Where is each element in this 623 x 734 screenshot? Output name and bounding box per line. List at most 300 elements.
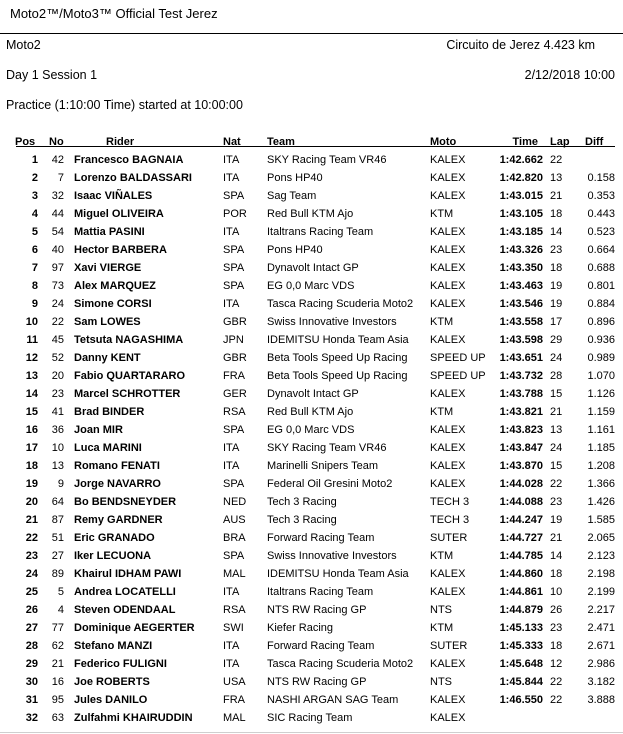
cell-rider: Dominique AEGERTER bbox=[74, 622, 195, 634]
cell-pos: 26 bbox=[25, 604, 38, 616]
cell-no: 45 bbox=[51, 334, 64, 346]
table-row bbox=[0, 151, 623, 169]
cell-lap: 24 bbox=[550, 442, 563, 454]
cell-moto: KTM bbox=[430, 316, 454, 328]
cell-rider: Jorge NAVARRO bbox=[74, 478, 161, 490]
cell-lap: 24 bbox=[550, 352, 563, 364]
cell-nat: SPA bbox=[223, 550, 245, 562]
cell-time: 1:43.788 bbox=[499, 388, 543, 400]
cell-moto: KALEX bbox=[430, 658, 466, 670]
cell-moto: KALEX bbox=[430, 244, 466, 256]
cell-no: 40 bbox=[51, 244, 64, 256]
cell-moto: KALEX bbox=[430, 388, 466, 400]
cell-pos: 22 bbox=[25, 532, 38, 544]
cell-lap: 21 bbox=[550, 406, 563, 418]
cell-pos: 28 bbox=[25, 640, 38, 652]
cell-pos: 30 bbox=[25, 676, 38, 688]
cell-lap: 21 bbox=[550, 532, 563, 544]
cell-no: 97 bbox=[51, 262, 64, 274]
cell-nat: FRA bbox=[223, 370, 245, 382]
cell-nat: AUS bbox=[223, 514, 246, 526]
cell-team: Kiefer Racing bbox=[267, 622, 334, 634]
cell-nat: NED bbox=[223, 496, 247, 508]
cell-rider: Iker LECUONA bbox=[74, 550, 152, 562]
cell-lap: 19 bbox=[550, 514, 563, 526]
cell-moto: KTM bbox=[430, 622, 454, 634]
table-row bbox=[0, 709, 623, 727]
circuit-name: Circuito de Jerez 4.423 km bbox=[446, 38, 595, 52]
cell-diff: 2.198 bbox=[587, 568, 615, 580]
cell-rider: Miguel OLIVEIRA bbox=[74, 208, 164, 220]
cell-moto: KTM bbox=[430, 406, 454, 418]
cell-time: 1:45.133 bbox=[499, 622, 543, 634]
column-header-moto: Moto bbox=[430, 136, 457, 148]
cell-lap: 18 bbox=[550, 262, 563, 274]
footer-divider bbox=[0, 732, 623, 733]
cell-nat: ITA bbox=[223, 172, 240, 184]
cell-no: 95 bbox=[51, 694, 64, 706]
cell-nat: MAL bbox=[223, 568, 246, 580]
cell-no: 32 bbox=[51, 190, 64, 202]
cell-diff: 0.158 bbox=[587, 172, 615, 184]
cell-nat: ITA bbox=[223, 226, 240, 238]
table-row bbox=[0, 493, 623, 511]
cell-moto: SPEED UP bbox=[430, 370, 486, 382]
cell-time: 1:43.463 bbox=[499, 280, 543, 292]
table-row bbox=[0, 457, 623, 475]
cell-team: Tasca Racing Scuderia Moto2 bbox=[267, 298, 414, 310]
cell-diff: 2.065 bbox=[587, 532, 615, 544]
session-date: 2/12/2018 10:00 bbox=[524, 68, 615, 82]
table-row bbox=[0, 637, 623, 655]
cell-moto: KALEX bbox=[430, 460, 466, 472]
cell-no: 22 bbox=[51, 316, 64, 328]
cell-time: 1:43.015 bbox=[499, 190, 543, 202]
cell-no: 52 bbox=[51, 352, 64, 364]
cell-diff: 1.208 bbox=[587, 460, 615, 472]
cell-lap: 22 bbox=[550, 676, 563, 688]
cell-team: Forward Racing Team bbox=[267, 640, 375, 652]
cell-no: 42 bbox=[51, 154, 64, 166]
cell-moto: KALEX bbox=[430, 298, 466, 310]
cell-nat: ITA bbox=[223, 658, 240, 670]
cell-no: 20 bbox=[51, 370, 64, 382]
cell-team: Red Bull KTM Ajo bbox=[267, 406, 354, 418]
cell-diff: 0.801 bbox=[587, 280, 615, 292]
cell-pos: 11 bbox=[26, 334, 38, 346]
cell-moto: KALEX bbox=[430, 712, 466, 724]
cell-diff: 3.182 bbox=[587, 676, 615, 688]
table-row bbox=[0, 403, 623, 421]
cell-time: 1:43.823 bbox=[499, 424, 543, 436]
cell-team: EG 0,0 Marc VDS bbox=[267, 424, 355, 436]
cell-time: 1:43.350 bbox=[499, 262, 543, 274]
cell-team: Dynavolt Intact GP bbox=[267, 262, 359, 274]
cell-no: 27 bbox=[51, 550, 64, 562]
cell-team: SIC Racing Team bbox=[267, 712, 353, 724]
cell-time: 1:43.821 bbox=[499, 406, 543, 418]
cell-pos: 32 bbox=[25, 712, 38, 724]
cell-diff: 2.671 bbox=[587, 640, 615, 652]
cell-diff: 0.688 bbox=[587, 262, 615, 274]
cell-lap: 12 bbox=[550, 658, 563, 670]
cell-nat: ITA bbox=[223, 586, 240, 598]
cell-diff: 2.217 bbox=[587, 604, 615, 616]
cell-team: Beta Tools Speed Up Racing bbox=[267, 370, 408, 382]
cell-nat: MAL bbox=[223, 712, 246, 724]
cell-pos: 20 bbox=[25, 496, 38, 508]
cell-pos: 8 bbox=[31, 280, 38, 292]
cell-time: 1:43.105 bbox=[499, 208, 543, 220]
cell-pos: 6 bbox=[31, 244, 38, 256]
table-row bbox=[0, 241, 623, 259]
cell-moto: KALEX bbox=[430, 262, 466, 274]
table-row bbox=[0, 601, 623, 619]
cell-no: 51 bbox=[51, 532, 64, 544]
table-row bbox=[0, 529, 623, 547]
cell-time: 1:43.598 bbox=[499, 334, 543, 346]
table-row bbox=[0, 205, 623, 223]
session-name: Day 1 Session 1 bbox=[6, 68, 98, 82]
table-row bbox=[0, 385, 623, 403]
cell-no: 77 bbox=[51, 622, 64, 634]
cell-lap: 18 bbox=[550, 208, 563, 220]
cell-time: 1:43.326 bbox=[499, 244, 543, 256]
cell-moto: KALEX bbox=[430, 586, 466, 598]
cell-no: 16 bbox=[51, 676, 64, 688]
cell-moto: TECH 3 bbox=[430, 496, 470, 508]
table-row bbox=[0, 259, 623, 277]
cell-rider: Tetsuta NAGASHIMA bbox=[74, 334, 184, 346]
cell-time: 1:45.333 bbox=[499, 640, 543, 652]
cell-no: 62 bbox=[51, 640, 64, 652]
cell-lap: 28 bbox=[550, 370, 563, 382]
cell-nat: USA bbox=[223, 676, 246, 688]
cell-rider: Lorenzo BALDASSARI bbox=[74, 172, 192, 184]
cell-time: 1:43.185 bbox=[499, 226, 543, 238]
cell-nat: GER bbox=[223, 388, 247, 400]
column-header-lap: Lap bbox=[550, 136, 570, 148]
cell-no: 5 bbox=[57, 586, 64, 598]
cell-no: 24 bbox=[51, 298, 64, 310]
table-row bbox=[0, 655, 623, 673]
cell-pos: 21 bbox=[25, 514, 38, 526]
column-header-pos: Pos bbox=[15, 136, 36, 148]
cell-diff: 1.585 bbox=[587, 514, 615, 526]
cell-team: Tech 3 Racing bbox=[267, 496, 337, 508]
table-row bbox=[0, 565, 623, 583]
cell-diff: 0.896 bbox=[587, 316, 615, 328]
table-header bbox=[0, 133, 623, 151]
column-header-time: Time bbox=[512, 136, 538, 148]
cell-no: 7 bbox=[57, 172, 64, 184]
cell-team: Marinelli Snipers Team bbox=[267, 460, 379, 472]
cell-rider: Romano FENATI bbox=[74, 460, 160, 472]
cell-diff: 0.936 bbox=[587, 334, 615, 346]
cell-diff: 2.986 bbox=[587, 658, 615, 670]
cell-moto: SUTER bbox=[430, 532, 468, 544]
cell-rider: Isaac VIÑALES bbox=[74, 190, 153, 202]
cell-team: Red Bull KTM Ajo bbox=[267, 208, 354, 220]
cell-no: 63 bbox=[51, 712, 64, 724]
cell-team: Pons HP40 bbox=[267, 172, 323, 184]
cell-diff: 2.123 bbox=[587, 550, 615, 562]
table-body bbox=[0, 151, 623, 727]
cell-rider: Xavi VIERGE bbox=[74, 262, 142, 274]
cell-lap: 15 bbox=[550, 460, 563, 472]
cell-moto: KALEX bbox=[430, 568, 466, 580]
cell-team: Forward Racing Team bbox=[267, 532, 375, 544]
cell-time: 1:43.732 bbox=[499, 370, 543, 382]
cell-nat: ITA bbox=[223, 460, 240, 472]
cell-pos: 7 bbox=[31, 262, 38, 274]
cell-moto: KALEX bbox=[430, 172, 466, 184]
cell-no: 21 bbox=[51, 658, 64, 670]
cell-time: 1:44.879 bbox=[499, 604, 543, 616]
cell-no: 54 bbox=[51, 226, 64, 238]
cell-team: Swiss Innovative Investors bbox=[267, 316, 397, 328]
cell-pos: 13 bbox=[25, 370, 38, 382]
cell-rider: Danny KENT bbox=[74, 352, 141, 364]
cell-no: 23 bbox=[51, 388, 64, 400]
cell-nat: SPA bbox=[223, 244, 245, 256]
cell-team: NTS RW Racing GP bbox=[267, 676, 367, 688]
document-title: Moto2™/Moto3™ Official Test Jerez bbox=[10, 6, 218, 21]
table-row bbox=[0, 511, 623, 529]
cell-lap: 18 bbox=[550, 568, 563, 580]
table-row bbox=[0, 367, 623, 385]
cell-time: 1:44.247 bbox=[499, 514, 543, 526]
cell-team: Swiss Innovative Investors bbox=[267, 550, 397, 562]
cell-nat: POR bbox=[223, 208, 247, 220]
cell-team: NTS RW Racing GP bbox=[267, 604, 367, 616]
cell-time: 1:43.847 bbox=[499, 442, 543, 454]
cell-moto: KALEX bbox=[430, 190, 466, 202]
cell-diff: 1.366 bbox=[587, 478, 615, 490]
cell-time: 1:44.727 bbox=[499, 532, 543, 544]
cell-rider: Alex MARQUEZ bbox=[74, 280, 156, 292]
cell-lap: 18 bbox=[550, 640, 563, 652]
cell-team: Federal Oil Gresini Moto2 bbox=[267, 478, 393, 490]
cell-team: IDEMITSU Honda Team Asia bbox=[267, 334, 409, 346]
cell-diff: 0.443 bbox=[587, 208, 615, 220]
cell-lap: 22 bbox=[550, 154, 563, 166]
cell-rider: Eric GRANADO bbox=[74, 532, 155, 544]
cell-diff: 2.471 bbox=[587, 622, 615, 634]
cell-moto: SPEED UP bbox=[430, 352, 486, 364]
cell-time: 1:44.861 bbox=[499, 586, 543, 598]
cell-team: SKY Racing Team VR46 bbox=[267, 442, 387, 454]
cell-pos: 10 bbox=[25, 316, 38, 328]
cell-pos: 4 bbox=[31, 208, 38, 220]
cell-moto: KALEX bbox=[430, 226, 466, 238]
cell-lap: 26 bbox=[550, 604, 563, 616]
cell-moto: KTM bbox=[430, 208, 454, 220]
cell-moto: NTS bbox=[430, 604, 452, 616]
cell-lap: 17 bbox=[550, 316, 563, 328]
cell-lap: 21 bbox=[550, 190, 563, 202]
cell-no: 87 bbox=[51, 514, 64, 526]
table-row bbox=[0, 547, 623, 565]
cell-nat: RSA bbox=[223, 406, 246, 418]
table-row bbox=[0, 673, 623, 691]
column-header-diff: Diff bbox=[585, 136, 604, 148]
cell-diff: 0.664 bbox=[587, 244, 615, 256]
cell-diff: 1.161 bbox=[587, 424, 615, 436]
cell-moto: SUTER bbox=[430, 640, 468, 652]
cell-lap: 22 bbox=[550, 694, 563, 706]
cell-nat: ITA bbox=[223, 154, 240, 166]
table-row bbox=[0, 475, 623, 493]
cell-nat: SWI bbox=[223, 622, 244, 634]
cell-pos: 23 bbox=[25, 550, 38, 562]
cell-no: 64 bbox=[51, 496, 64, 508]
cell-lap: 15 bbox=[550, 388, 563, 400]
cell-rider: Francesco BAGNAIA bbox=[74, 154, 184, 166]
cell-moto: KALEX bbox=[430, 694, 466, 706]
table-row bbox=[0, 691, 623, 709]
table-row bbox=[0, 583, 623, 601]
cell-pos: 25 bbox=[25, 586, 38, 598]
cell-nat: BRA bbox=[223, 532, 246, 544]
cell-nat: ITA bbox=[223, 442, 240, 454]
cell-pos: 16 bbox=[25, 424, 38, 436]
cell-rider: Steven ODENDAAL bbox=[74, 604, 176, 616]
cell-rider: Sam LOWES bbox=[74, 316, 141, 328]
cell-rider: Joan MIR bbox=[74, 424, 123, 436]
cell-pos: 12 bbox=[25, 352, 38, 364]
cell-diff: 3.888 bbox=[587, 694, 615, 706]
cell-nat: ITA bbox=[223, 640, 240, 652]
cell-lap: 19 bbox=[550, 280, 563, 292]
cell-pos: 15 bbox=[25, 406, 38, 418]
cell-team: Italtrans Racing Team bbox=[267, 226, 374, 238]
cell-time: 1:45.844 bbox=[499, 676, 543, 688]
cell-rider: Joe ROBERTS bbox=[74, 676, 150, 688]
cell-no: 9 bbox=[57, 478, 64, 490]
cell-lap: 19 bbox=[550, 298, 563, 310]
table-row bbox=[0, 313, 623, 331]
cell-rider: Luca MARINI bbox=[74, 442, 142, 454]
table-row bbox=[0, 187, 623, 205]
cell-pos: 14 bbox=[25, 388, 38, 400]
cell-diff: 0.989 bbox=[587, 352, 615, 364]
cell-moto: KALEX bbox=[430, 334, 466, 346]
cell-team: NASHI ARGAN SAG Team bbox=[267, 694, 399, 706]
cell-rider: Andrea LOCATELLI bbox=[74, 586, 176, 598]
cell-pos: 1 bbox=[31, 154, 38, 166]
practice-info: Practice (1:10:00 Time) started at 10:00:00 bbox=[6, 98, 243, 112]
cell-moto: KALEX bbox=[430, 478, 466, 490]
cell-lap: 23 bbox=[550, 496, 563, 508]
cell-nat: FRA bbox=[223, 694, 245, 706]
cell-rider: Hector BARBERA bbox=[74, 244, 167, 256]
cell-time: 1:44.785 bbox=[499, 550, 543, 562]
cell-time: 1:44.860 bbox=[499, 568, 543, 580]
cell-pos: 2 bbox=[31, 172, 38, 184]
cell-lap: 23 bbox=[550, 622, 563, 634]
cell-rider: Remy GARDNER bbox=[74, 514, 163, 526]
cell-team: IDEMITSU Honda Team Asia bbox=[267, 568, 409, 580]
cell-diff: 1.070 bbox=[587, 370, 615, 382]
cell-pos: 5 bbox=[31, 226, 38, 238]
cell-time: 1:44.028 bbox=[499, 478, 543, 490]
cell-team: Dynavolt Intact GP bbox=[267, 388, 359, 400]
cell-lap: 14 bbox=[550, 226, 563, 238]
cell-nat: ITA bbox=[223, 298, 240, 310]
cell-time: 1:43.870 bbox=[499, 460, 543, 472]
column-header-no: No bbox=[49, 136, 64, 148]
cell-no: 44 bbox=[51, 208, 64, 220]
cell-time: 1:45.648 bbox=[499, 658, 543, 670]
cell-nat: JPN bbox=[223, 334, 244, 346]
cell-lap: 10 bbox=[550, 586, 563, 598]
cell-lap: 23 bbox=[550, 244, 563, 256]
cell-lap: 13 bbox=[550, 172, 563, 184]
cell-pos: 31 bbox=[25, 694, 38, 706]
cell-diff: 1.185 bbox=[587, 442, 615, 454]
cell-diff: 1.126 bbox=[587, 388, 615, 400]
cell-team: SKY Racing Team VR46 bbox=[267, 154, 387, 166]
cell-rider: Jules DANILO bbox=[74, 694, 148, 706]
cell-no: 13 bbox=[51, 460, 64, 472]
cell-moto: NTS bbox=[430, 676, 452, 688]
cell-no: 36 bbox=[51, 424, 64, 436]
cell-diff: 0.884 bbox=[587, 298, 615, 310]
cell-time: 1:43.546 bbox=[499, 298, 543, 310]
cell-rider: Mattia PASINI bbox=[74, 226, 145, 238]
column-header-rider: Rider bbox=[106, 136, 135, 148]
cell-nat: SPA bbox=[223, 478, 245, 490]
table-row bbox=[0, 169, 623, 187]
cell-nat: SPA bbox=[223, 190, 245, 202]
cell-lap: 29 bbox=[550, 334, 563, 346]
cell-nat: SPA bbox=[223, 424, 245, 436]
table-row bbox=[0, 421, 623, 439]
cell-moto: TECH 3 bbox=[430, 514, 470, 526]
cell-team: Tech 3 Racing bbox=[267, 514, 337, 526]
cell-rider: Brad BINDER bbox=[74, 406, 145, 418]
cell-team: Tasca Racing Scuderia Moto2 bbox=[267, 658, 414, 670]
cell-no: 41 bbox=[51, 406, 64, 418]
cell-time: 1:42.820 bbox=[499, 172, 543, 184]
cell-rider: Stefano MANZI bbox=[74, 640, 153, 652]
cell-team: EG 0,0 Marc VDS bbox=[267, 280, 355, 292]
cell-pos: 9 bbox=[31, 298, 38, 310]
cell-nat: GBR bbox=[223, 316, 247, 328]
results-table bbox=[0, 133, 623, 727]
table-row bbox=[0, 295, 623, 313]
cell-no: 73 bbox=[51, 280, 64, 292]
cell-time: 1:43.651 bbox=[499, 352, 543, 364]
cell-rider: Fabio QUARTARARO bbox=[74, 370, 186, 382]
cell-time: 1:43.558 bbox=[499, 316, 543, 328]
cell-nat: SPA bbox=[223, 262, 245, 274]
table-row bbox=[0, 331, 623, 349]
cell-no: 89 bbox=[51, 568, 64, 580]
column-header-nat: Nat bbox=[223, 136, 241, 148]
cell-moto: KALEX bbox=[430, 442, 466, 454]
cell-no: 4 bbox=[57, 604, 64, 616]
cell-rider: Federico FULIGNI bbox=[74, 658, 167, 670]
cell-diff: 0.353 bbox=[587, 190, 615, 202]
cell-pos: 3 bbox=[31, 190, 38, 202]
table-row bbox=[0, 223, 623, 241]
cell-diff: 1.159 bbox=[587, 406, 615, 418]
cell-pos: 19 bbox=[25, 478, 38, 490]
cell-moto: KTM bbox=[430, 550, 454, 562]
cell-rider: Simone CORSI bbox=[74, 298, 152, 310]
